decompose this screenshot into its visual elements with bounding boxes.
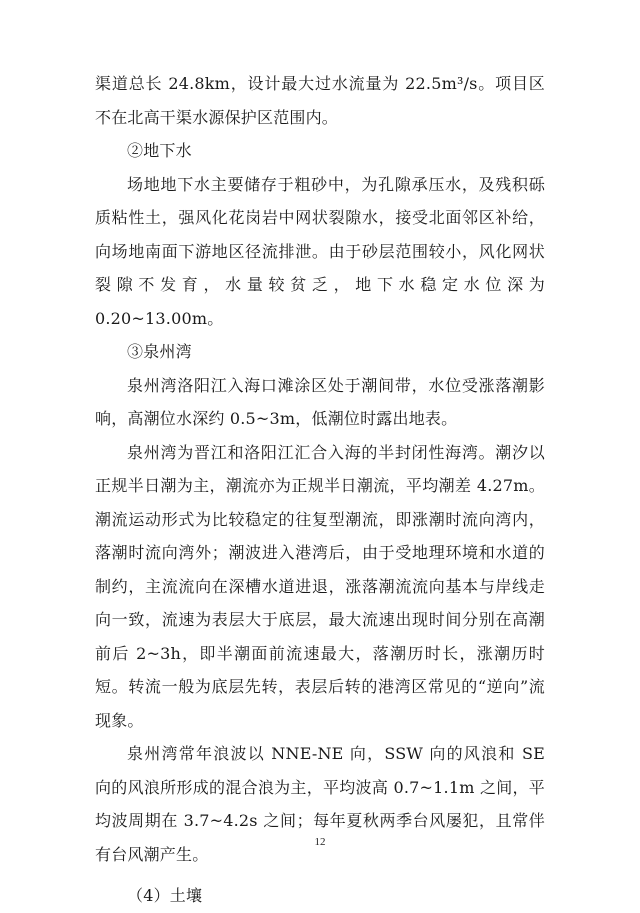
paragraph-luoyang-estuary: 泉州湾洛阳江入海口滩涂区处于潮间带，水位受涨落潮影响，高潮位水深约 0.5~3m，低潮位时露出地表。 bbox=[95, 375, 545, 428]
document-body bbox=[95, 67, 545, 913]
paragraph-groundwater: 场地地下水主要储存于粗砂中，为孔隙承压水，及残积砾质粘性土，强风化花岗岩中网状裂隙水，接受北面邻区补给，向场地南面下游地区径流排泄。由于砂层范围较小，风化网状裂隙不发育，水量较贫乏，地下水稳定水位深为 0.20~13.00m。 bbox=[95, 174, 545, 328]
heading-quanzhou-bay: ③泉州湾 bbox=[127, 342, 192, 361]
paragraph-waves: 泉州湾常年浪波以 NNE-NE 向，SSW 向的风浪和 SE 向的风浪所形成的混合浪为主，平均波高 0.7~1.1m 之间，平均波周期在 3.7~4.2s 之间；每年夏秋两季台风屡犯，且常伴有台风潮产生。 bbox=[95, 744, 545, 864]
heading-soil: （4）土壤 bbox=[127, 886, 203, 905]
section-gap bbox=[95, 871, 545, 879]
paragraph-canal-length: 渠道总长 24.8km，设计最大过水流量为 22.5m³/s。项目区不在北高干渠水源保护区范围内。 bbox=[95, 74, 545, 127]
page-number: 12 bbox=[314, 836, 326, 848]
heading-groundwater: ②地下水 bbox=[127, 141, 192, 160]
paragraph-tides: 泉州湾为晋江和洛阳江汇合入海的半封闭性海湾。潮汐以正规半日潮为主，潮流亦为正规半日潮流，平均潮差 4.27m。潮流运动形式为比较稳定的往复型潮流，即涨潮时流向湾内，落潮时流向湾外；潮波进入港湾后，由于受地理环境和水道的制约，主流流向在深槽水道进退，涨落潮流流向基本与岸线走向一致，流速为表层大于底层，最大流速出现时间分别在高潮前后 2~3h，即半潮面前流速最大，落潮历时长，涨潮历时短。转流一般为底层先转，表层后转的港湾区常见的“逆向”流现象。 bbox=[95, 442, 545, 730]
